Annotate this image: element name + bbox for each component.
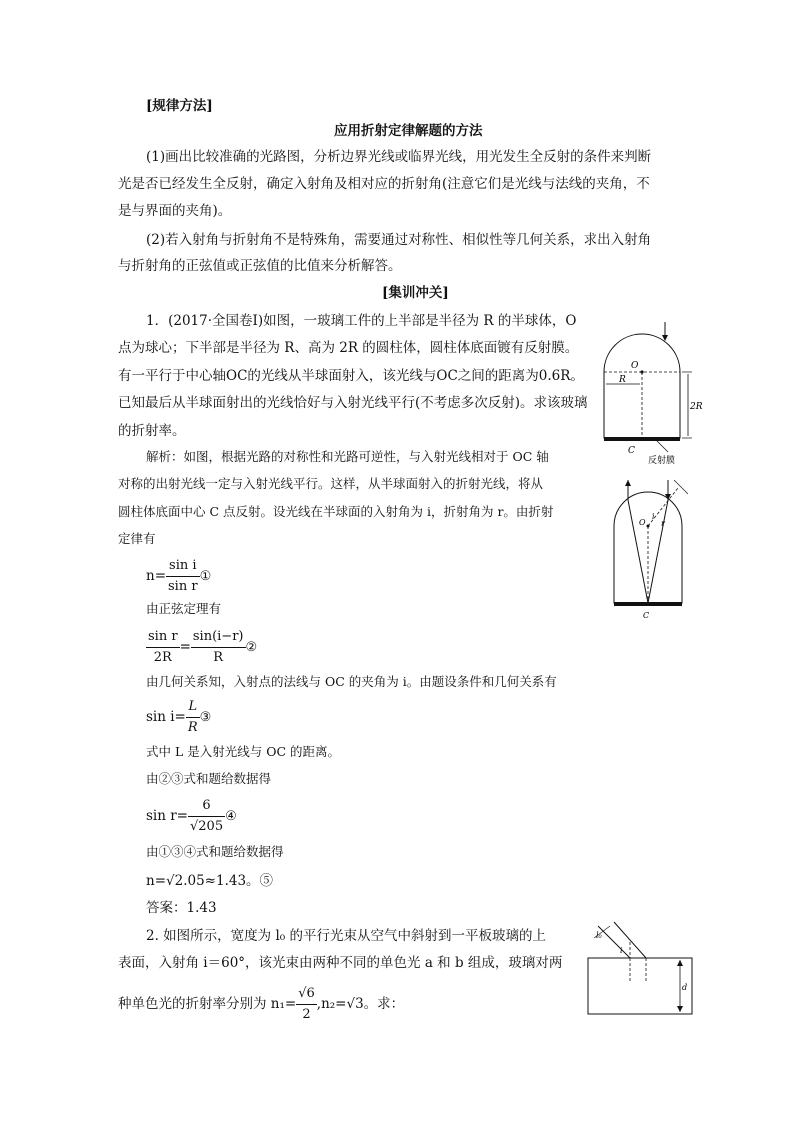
method-p1-line3: 是与界面的夹角)。 [118,203,232,219]
label-C: C [628,446,635,456]
q2-line3-suffix: ,n₂=√3。求： [316,996,405,1012]
eq1-fraction [166,556,200,597]
eq2-right-denominator: R [191,647,246,668]
q2-line3-prefix: 种单色光的折射率分别为 n₁= [118,996,297,1012]
method-p1-line1: (1)画出比较准确的光路图，分析边界光线或临界光线，用光发生全反射的条件来判断 [146,149,652,165]
eq4-numerator: 6 [202,798,211,813]
eq1-tag: ① [199,569,212,584]
label-O: O [631,361,639,371]
method-header: [规律方法] [146,98,213,114]
equation-4 [146,796,237,837]
label-2R: 2R [690,402,703,412]
figure-ray-path [608,478,700,623]
method-p1-line2: 光是否已经发生全反射，确定入射角及相对应的折射角(注意它们是光线与法线的夹角，不 [118,176,650,192]
equation-1 [146,556,211,597]
method-p2-line1: (2)若入射角与折射角不是特殊角，需要通过对称性、相似性等几何关系，求出入射角 [146,232,652,248]
label-r: r [661,519,665,528]
eq2-right-numerator: sin(i−r) [192,629,244,644]
center-O-dot [647,525,650,528]
solution-line1: 解析：如图，根据光路的对称性和光路可逆性，与入射光线相对于 OC 轴 [146,449,549,464]
eq4-fraction [188,796,225,837]
label-O: O [639,518,646,527]
eq2-left-numerator: sin r [148,629,178,644]
n1-numerator: √6 [298,986,315,1001]
eq3-denominator: R [186,717,200,738]
q2-line3 [118,984,404,1025]
q2-line2: 表面，入射角 i＝60°，该光束由两种不同的单色光 a 和 b 组成，玻璃对两 [118,955,563,971]
center-O-dot [640,370,643,373]
solution-text-2: 由正弦定理有 [146,601,222,616]
eq4-lhs: sin r= [146,808,188,824]
solution-line2: 对称的出射光线一定与入射光线平行。这样，从半球面射入的折射光线，将从 [118,476,544,491]
eq1-lhs: n= [146,568,167,584]
eq4-denominator: √205 [188,816,225,837]
solution-text-5: 由②③式和题给数据得 [146,771,272,786]
solution-text-3: 由几何关系知，入射点的法线与 OC 的夹角为 i。由题设条件和几何关系有 [146,674,557,689]
label-l0: l₀ [596,931,602,940]
label-film: 反射膜 [648,456,676,466]
eq2-left-denominator: 2R [146,647,180,668]
q1-line5: 的折射率。 [118,423,186,439]
eq3-lhs: sin i= [146,709,186,725]
thickness-arrow-top [677,960,683,966]
figure-glass-workpiece [598,318,704,470]
solution-line3: 圆柱体底面中心 C 点反射。设光线在半球面的入射角为 i，折射角为 r。由折射 [118,504,554,519]
q1-line4: 已知最后从半球面射出的光线恰好与入射光线平行(不考虑多次反射)。求该玻璃 [118,395,588,411]
eq2-equals: = [179,639,191,655]
label-i: i [652,512,655,521]
method-p2-line2: 与折射角的正弦值或正弦值的比值来分析解答。 [118,258,402,274]
q2-line1: 2. 如图所示，宽度为 l₀ 的平行光束从空气中斜射到一平板玻璃的上 [146,928,546,944]
training-header: [集训冲关] [382,285,449,301]
equation-5: n=√2.05≈1.43。⑤ [146,873,274,889]
refracted-ray [648,500,668,603]
thickness-arrow-bottom [677,1006,683,1012]
glass-plate [588,958,692,1014]
label-C: C [643,611,650,620]
eq1-numerator: sin i [169,558,197,573]
eq4-tag: ④ [225,809,237,824]
n1-fraction [296,984,317,1025]
answer: 答案：1.43 [146,900,217,916]
film-leader-line [656,440,668,452]
eq3-tag: ③ [199,710,212,725]
q1-line3: 有一平行于中心轴OC的光线从半球面射入，该光线与OC之间的距离为0.6R。 [118,368,584,384]
label-R: R [619,375,626,385]
q1-line2: 点为球心；下半部是半径为 R、高为 2R 的圆柱体，圆柱体底面镀有反射膜。 [118,340,579,356]
eq2-right-fraction [191,627,246,668]
label-i: i [620,946,623,955]
solution-text-4: 式中 L 是入射光线与 OC 的距离。 [146,744,341,759]
distance-marker [674,480,688,494]
eq1-denominator: sin r [166,576,200,597]
eq2-left-fraction [146,627,180,668]
solution-line4: 定律有 [118,531,156,546]
eq3-numerator: L [188,699,198,714]
label-d: d [682,983,688,992]
emergent-arrowhead [625,480,631,486]
reflected-ray [628,500,648,603]
eq2-tag: ② [245,640,258,655]
equation-2 [146,627,257,668]
figure-glass-plate [584,920,696,1018]
eq3-fraction [186,697,200,738]
method-title: 应用折射定律解题的方法 [334,123,483,139]
equation-3 [146,697,211,738]
n1-denominator: 2 [296,1004,317,1025]
solution-text-6: 由①③④式和题给数据得 [146,844,284,859]
q1-line1: 1．(2017·全国卷Ⅰ)如图，一玻璃工件的上半部是半径为 R 的半球体，O [146,313,577,329]
incident-ray-1 [598,926,630,958]
